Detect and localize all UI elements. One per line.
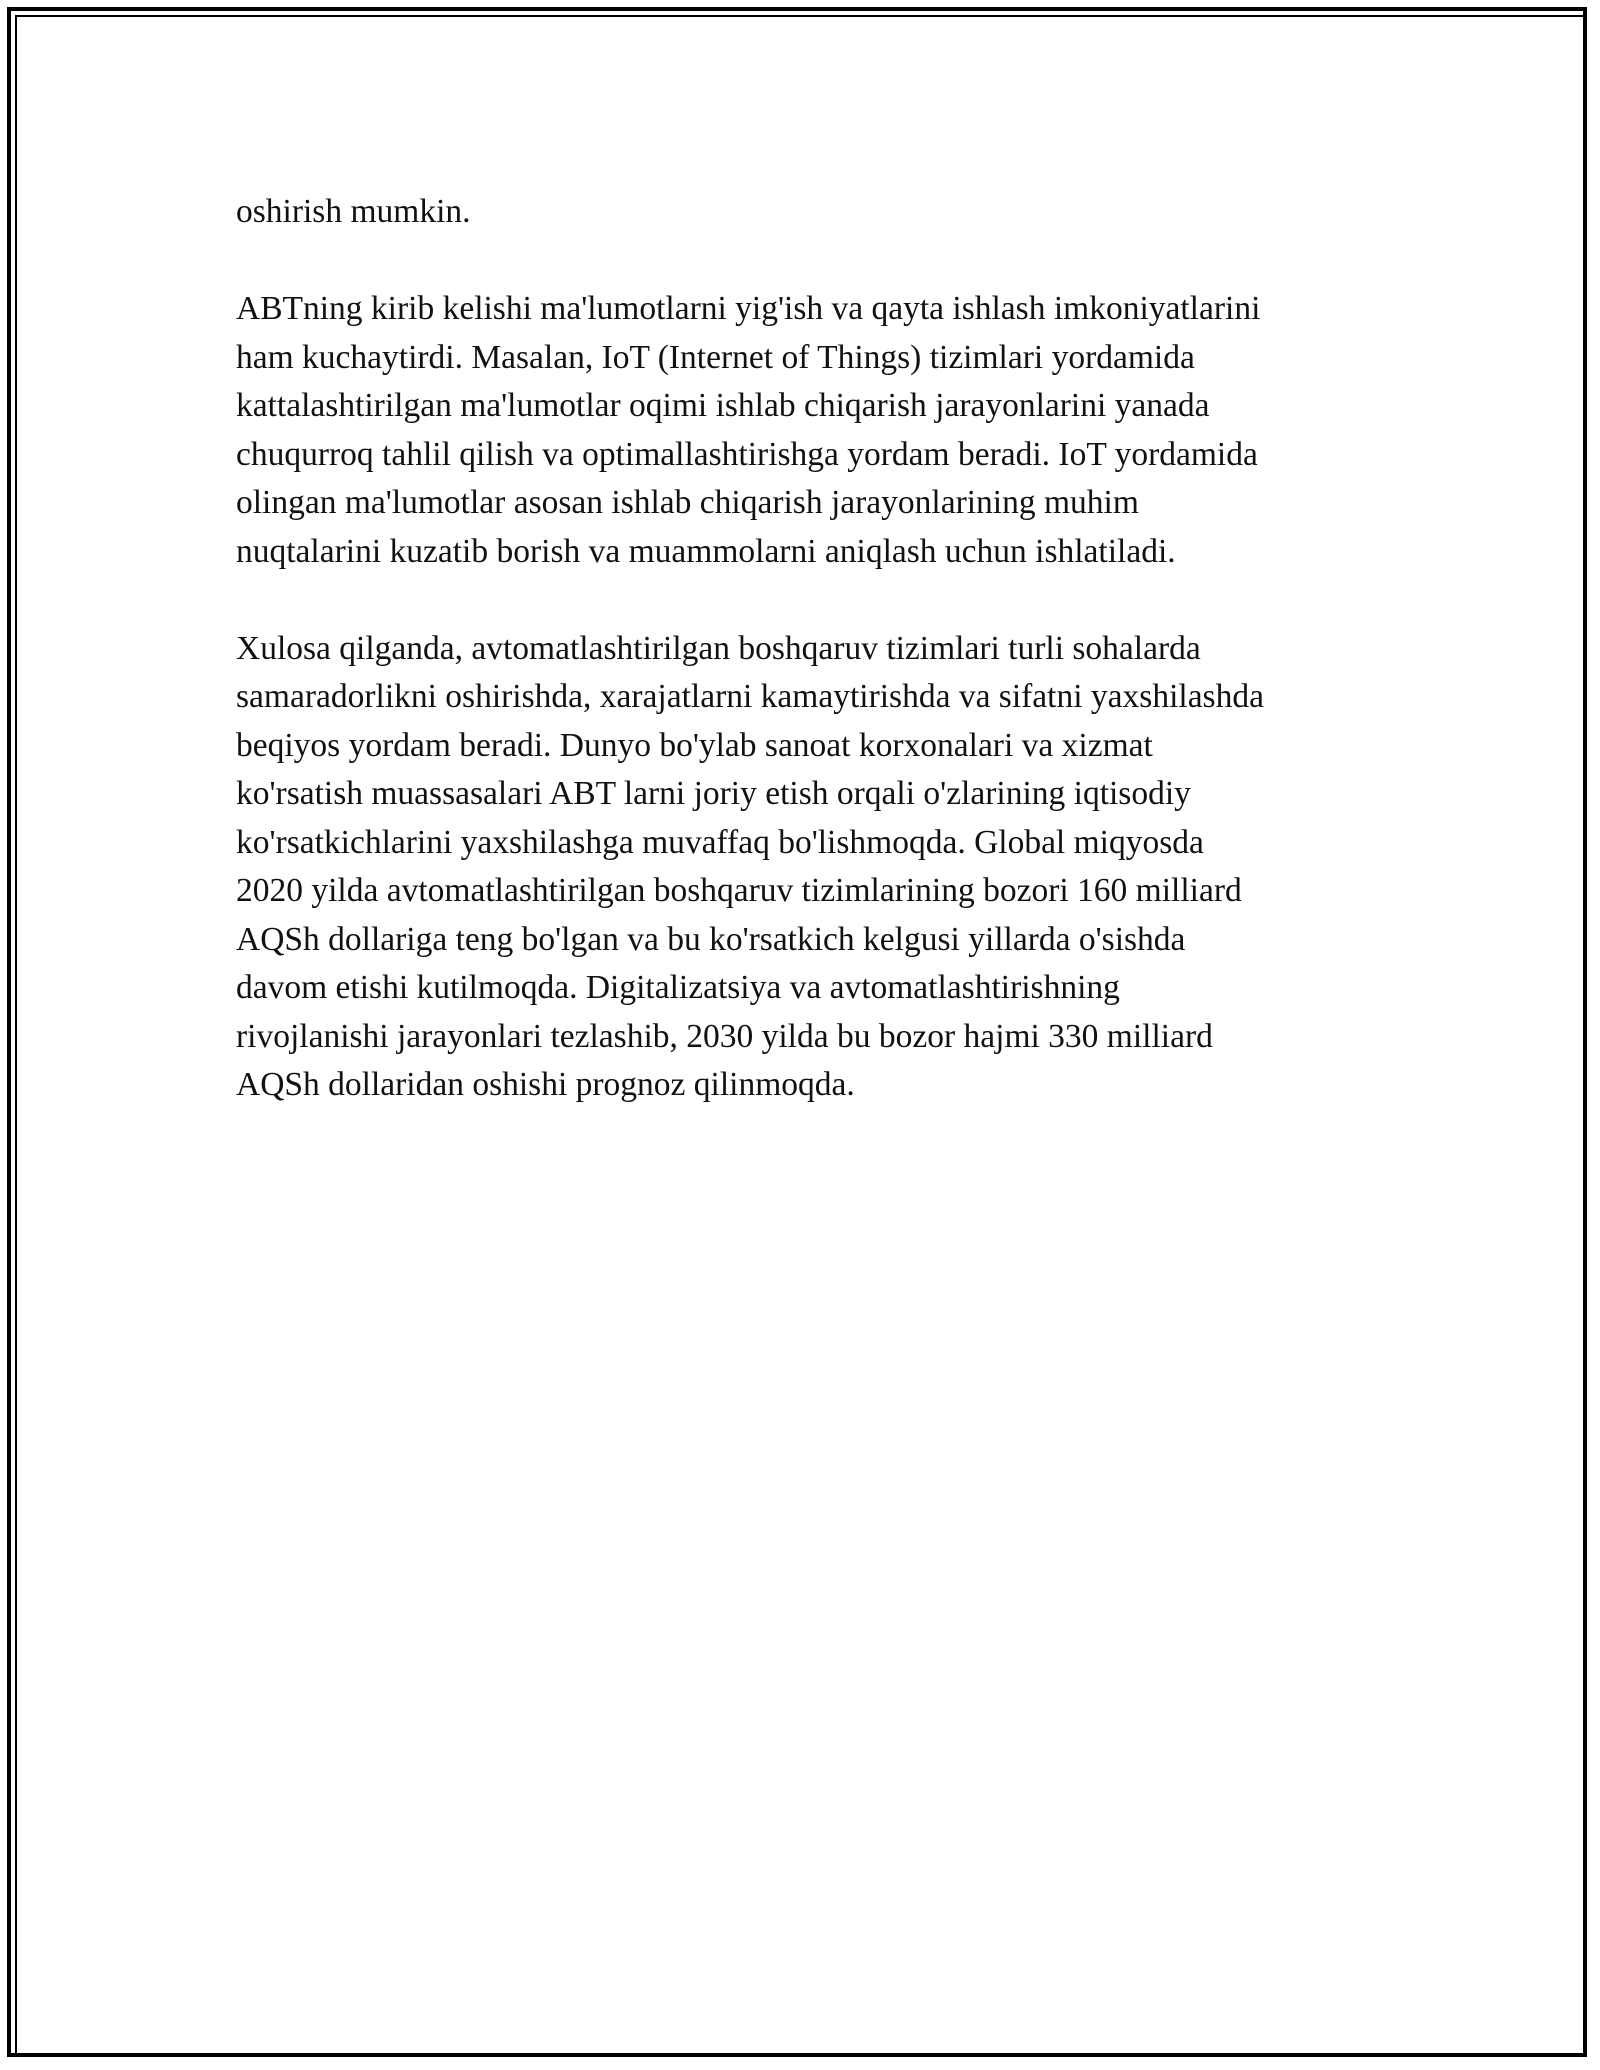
paragraph-conclusion: Xulosa qilganda, avtomatlashtirilgan boshqaruv tizimlari turli sohalarda samaradorlikni oshirishda, xarajatlarni kamaytirishda va sifatni yaxshilashda beqiyos yordam beradi. Dunyo bo'ylab sanoat korxonalari va xizmat ko'rsatish muassasalari ABT larni joriy etish orqali o'zlarining iqtisodiy ko'rsatkichlarini yaxshilashga muvaffaq bo'lishmoqda. Global miqyosda 2020 yilda avtomatlashtirilgan boshqaruv tizimlarining bozori 160 milliard AQSh dollariga teng bo'lgan va bu ko'rsatkich kelgusi yillarda o'sishda davom etishi kutilmoqda. Digitalizatsiya va avtomatlashtirishning rivojlanishi jarayonlari tezlashib, 2030 yilda bu bozor hajmi 330 milliard AQSh dollaridan oshishi prognoz qilinmoqda. [236, 629, 1264, 1103]
document-body [236, 188, 1366, 1158]
paragraph-abt-data: ABTning kirib kelishi ma'lumotlarni yig'ish va qayta ishlash imkoniyatlarini ham kuchaytirdi. Masalan, IoT (Internet of Things) tizimlari yordamida kattalashtirilgan ma'lumotlar oqimi ishlab chiqarish jarayonlarini yanada chuqurroq tahlil qilish va optimallashtirishga yordam beradi. IoT yordamida olingan ma'lumotlar asosan ishlab chiqarish jarayonlarining muhim nuqtalarini kuzatib borish va muammolarni aniqlash uchun ishlatiladi. [236, 290, 1261, 570]
paragraph-continuation: oshirish mumkin. [236, 193, 471, 230]
